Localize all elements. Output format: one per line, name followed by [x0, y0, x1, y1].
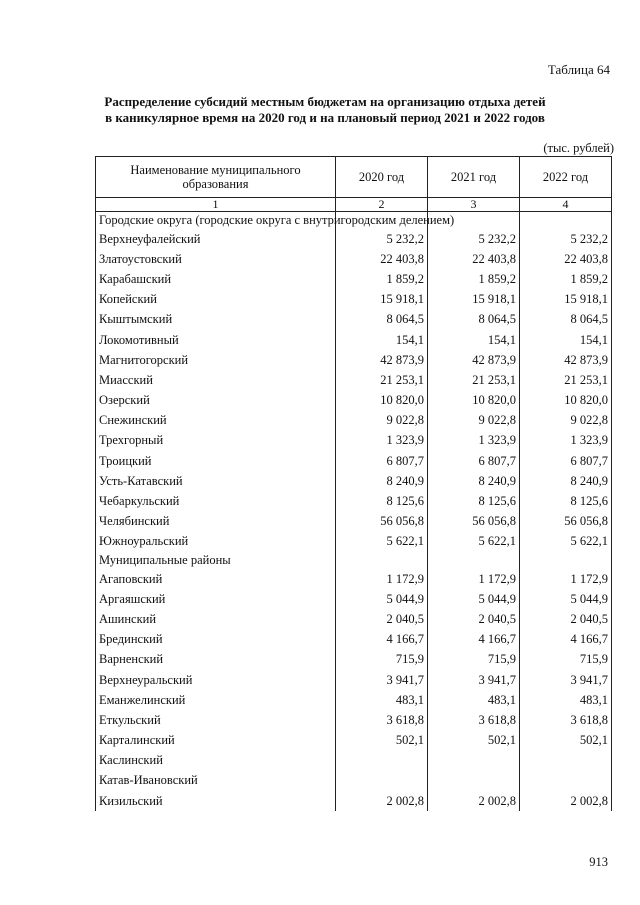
subsidy-value — [336, 771, 428, 791]
municipality-name: Карабашский — [96, 269, 336, 289]
title-line-1: Распределение субсидий местным бюджетам на организацию отдыха детей — [104, 94, 546, 109]
subsidy-value: 5 232,2 — [520, 229, 612, 249]
column-header-2021: 2021 год — [428, 157, 520, 198]
subsidy-value: 2 040,5 — [428, 609, 520, 629]
subsidy-value: 3 618,8 — [520, 710, 612, 730]
subsidy-value: 3 941,7 — [428, 670, 520, 690]
municipality-name: Южноуральский — [96, 532, 336, 552]
municipality-name: Аргаяшский — [96, 589, 336, 609]
subsidy-value: 9 022,8 — [520, 411, 612, 431]
subsidy-value: 1 172,9 — [428, 569, 520, 589]
municipality-name: Троицкий — [96, 451, 336, 471]
subsidy-value: 1 172,9 — [336, 569, 428, 589]
subsidy-value — [520, 751, 612, 771]
subsidy-value: 8 125,6 — [428, 491, 520, 511]
subsidy-value: 21 253,1 — [428, 370, 520, 390]
subsidy-value: 22 403,8 — [428, 249, 520, 269]
subsidy-value: 21 253,1 — [520, 370, 612, 390]
municipality-name: Карталинский — [96, 731, 336, 751]
table-row — [96, 710, 612, 730]
column-number: 4 — [520, 198, 612, 212]
subsidy-value: 502,1 — [520, 731, 612, 751]
subsidy-value: 8 064,5 — [336, 310, 428, 330]
table-row — [96, 569, 612, 589]
table-row — [96, 751, 612, 771]
section-title: Муниципальные районы — [96, 552, 336, 569]
table-row — [96, 670, 612, 690]
table-row — [96, 290, 612, 310]
subsidy-value: 3 941,7 — [336, 670, 428, 690]
municipality-name: Локомотивный — [96, 330, 336, 350]
subsidy-value: 5 622,1 — [336, 532, 428, 552]
subsidy-value: 3 618,8 — [428, 710, 520, 730]
table-row — [96, 229, 612, 249]
subsidy-value: 6 807,7 — [428, 451, 520, 471]
subsidy-value: 5 232,2 — [336, 229, 428, 249]
subsidy-value: 502,1 — [428, 731, 520, 751]
subsidy-value: 42 873,9 — [428, 350, 520, 370]
subsidy-value: 8 240,9 — [520, 471, 612, 491]
table-row — [96, 431, 612, 451]
section-row — [96, 212, 612, 230]
subsidy-value: 1 859,2 — [336, 269, 428, 289]
table-row — [96, 771, 612, 791]
subsidy-value: 8 125,6 — [336, 491, 428, 511]
subsidy-value: 2 002,8 — [520, 791, 612, 811]
subsidy-value: 15 918,1 — [520, 290, 612, 310]
column-number-row — [96, 198, 612, 212]
subsidy-value: 8 064,5 — [428, 310, 520, 330]
table-row — [96, 370, 612, 390]
subsidy-value: 10 820,0 — [428, 391, 520, 411]
subsidy-value: 4 166,7 — [428, 630, 520, 650]
municipality-name: Миасский — [96, 370, 336, 390]
column-number: 3 — [428, 198, 520, 212]
subsidy-value: 56 056,8 — [520, 512, 612, 532]
subsidy-value: 4 166,7 — [336, 630, 428, 650]
subsidy-value — [336, 751, 428, 771]
subsidy-value: 5 044,9 — [520, 589, 612, 609]
subsidy-value — [428, 751, 520, 771]
municipality-name: Брединский — [96, 630, 336, 650]
empty-cell — [520, 552, 612, 569]
municipality-name: Магнитогорский — [96, 350, 336, 370]
subsidy-value: 2 040,5 — [336, 609, 428, 629]
subsidy-value: 9 022,8 — [336, 411, 428, 431]
subsidy-table — [95, 156, 612, 811]
municipality-name: Еткульский — [96, 710, 336, 730]
column-header-2020: 2020 год — [336, 157, 428, 198]
municipality-name: Челябинский — [96, 512, 336, 532]
table-row — [96, 269, 612, 289]
subsidy-value: 5 044,9 — [336, 589, 428, 609]
subsidy-value: 1 859,2 — [428, 269, 520, 289]
municipality-name: Усть-Катавский — [96, 471, 336, 491]
table-row — [96, 609, 612, 629]
municipality-name: Озерский — [96, 391, 336, 411]
table-header-row — [96, 157, 612, 198]
column-number: 2 — [336, 198, 428, 212]
subsidy-value: 42 873,9 — [520, 350, 612, 370]
table-label: Таблица 64 — [547, 62, 610, 77]
empty-cell — [336, 552, 428, 569]
units-label: (тыс. рублей) — [543, 141, 614, 155]
table-row — [96, 731, 612, 751]
municipality-name: Трехгорный — [96, 431, 336, 451]
table-row — [96, 532, 612, 552]
subsidy-value: 154,1 — [428, 330, 520, 350]
subsidy-value — [520, 771, 612, 791]
subsidy-value: 9 022,8 — [428, 411, 520, 431]
subsidy-value: 6 807,7 — [336, 451, 428, 471]
document-title — [90, 94, 560, 126]
subsidy-value: 483,1 — [336, 690, 428, 710]
subsidy-value: 1 323,9 — [520, 431, 612, 451]
column-header-name: Наименование муниципального образования — [96, 157, 336, 198]
subsidy-value: 5 232,2 — [428, 229, 520, 249]
column-header-2022: 2022 год — [520, 157, 612, 198]
subsidy-value: 154,1 — [520, 330, 612, 350]
subsidy-value: 1 323,9 — [336, 431, 428, 451]
section-title: Городские округа (городские округа с внутригородским делением) — [96, 212, 336, 230]
subsidy-value: 42 873,9 — [336, 350, 428, 370]
municipality-name: Снежинский — [96, 411, 336, 431]
subsidy-value: 22 403,8 — [520, 249, 612, 269]
subsidy-value: 715,9 — [428, 650, 520, 670]
table-row — [96, 249, 612, 269]
municipality-name: Ашинский — [96, 609, 336, 629]
table-row — [96, 350, 612, 370]
subsidy-value — [428, 771, 520, 791]
page-number: 913 — [589, 855, 608, 869]
table-row — [96, 690, 612, 710]
table-row — [96, 491, 612, 511]
subsidy-value: 8 125,6 — [520, 491, 612, 511]
subsidy-value: 2 040,5 — [520, 609, 612, 629]
subsidy-value: 5 622,1 — [428, 532, 520, 552]
table-row — [96, 471, 612, 491]
empty-cell — [428, 552, 520, 569]
table-body — [96, 212, 612, 812]
municipality-name: Катав-Ивановский — [96, 771, 336, 791]
table-row — [96, 589, 612, 609]
subsidy-value: 2 002,8 — [428, 791, 520, 811]
municipality-name: Златоустовский — [96, 249, 336, 269]
table-row — [96, 391, 612, 411]
subsidy-value: 8 064,5 — [520, 310, 612, 330]
subsidy-value: 154,1 — [336, 330, 428, 350]
table-row — [96, 310, 612, 330]
municipality-name: Каслинский — [96, 751, 336, 771]
subsidy-value: 6 807,7 — [520, 451, 612, 471]
subsidy-value: 22 403,8 — [336, 249, 428, 269]
subsidy-value: 5 044,9 — [428, 589, 520, 609]
subsidy-value: 1 323,9 — [428, 431, 520, 451]
subsidy-value: 715,9 — [336, 650, 428, 670]
subsidy-value: 2 002,8 — [336, 791, 428, 811]
municipality-name: Варненский — [96, 650, 336, 670]
table-row — [96, 650, 612, 670]
municipality-name: Агаповский — [96, 569, 336, 589]
table-row — [96, 411, 612, 431]
table-row — [96, 791, 612, 811]
subsidy-value: 56 056,8 — [428, 512, 520, 532]
municipality-name: Копейский — [96, 290, 336, 310]
subsidy-value: 10 820,0 — [520, 391, 612, 411]
subsidy-value: 21 253,1 — [336, 370, 428, 390]
subsidy-value: 10 820,0 — [336, 391, 428, 411]
subsidy-value: 4 166,7 — [520, 630, 612, 650]
table-row — [96, 451, 612, 471]
table-row — [96, 512, 612, 532]
table-row — [96, 630, 612, 650]
subsidy-value: 5 622,1 — [520, 532, 612, 552]
empty-cell — [520, 212, 612, 230]
municipality-name: Верхнеуральский — [96, 670, 336, 690]
subsidy-value: 8 240,9 — [428, 471, 520, 491]
subsidy-value: 56 056,8 — [336, 512, 428, 532]
subsidy-value: 8 240,9 — [336, 471, 428, 491]
subsidy-value: 483,1 — [428, 690, 520, 710]
subsidy-value: 15 918,1 — [428, 290, 520, 310]
section-row — [96, 552, 612, 569]
subsidy-value: 502,1 — [336, 731, 428, 751]
subsidy-value: 1 859,2 — [520, 269, 612, 289]
column-number: 1 — [96, 198, 336, 212]
subsidy-value: 3 618,8 — [336, 710, 428, 730]
subsidy-value: 3 941,7 — [520, 670, 612, 690]
subsidy-value: 483,1 — [520, 690, 612, 710]
municipality-name: Кыштымский — [96, 310, 336, 330]
table-row — [96, 330, 612, 350]
municipality-name: Чебаркульский — [96, 491, 336, 511]
subsidy-value: 15 918,1 — [336, 290, 428, 310]
municipality-name: Кизильский — [96, 791, 336, 811]
title-line-2: в каникулярное время на 2020 год и на плановый период 2021 и 2022 годов — [105, 110, 545, 125]
municipality-name: Еманжелинский — [96, 690, 336, 710]
subsidy-value: 1 172,9 — [520, 569, 612, 589]
municipality-name: Верхнеуфалейский — [96, 229, 336, 249]
subsidy-value: 715,9 — [520, 650, 612, 670]
